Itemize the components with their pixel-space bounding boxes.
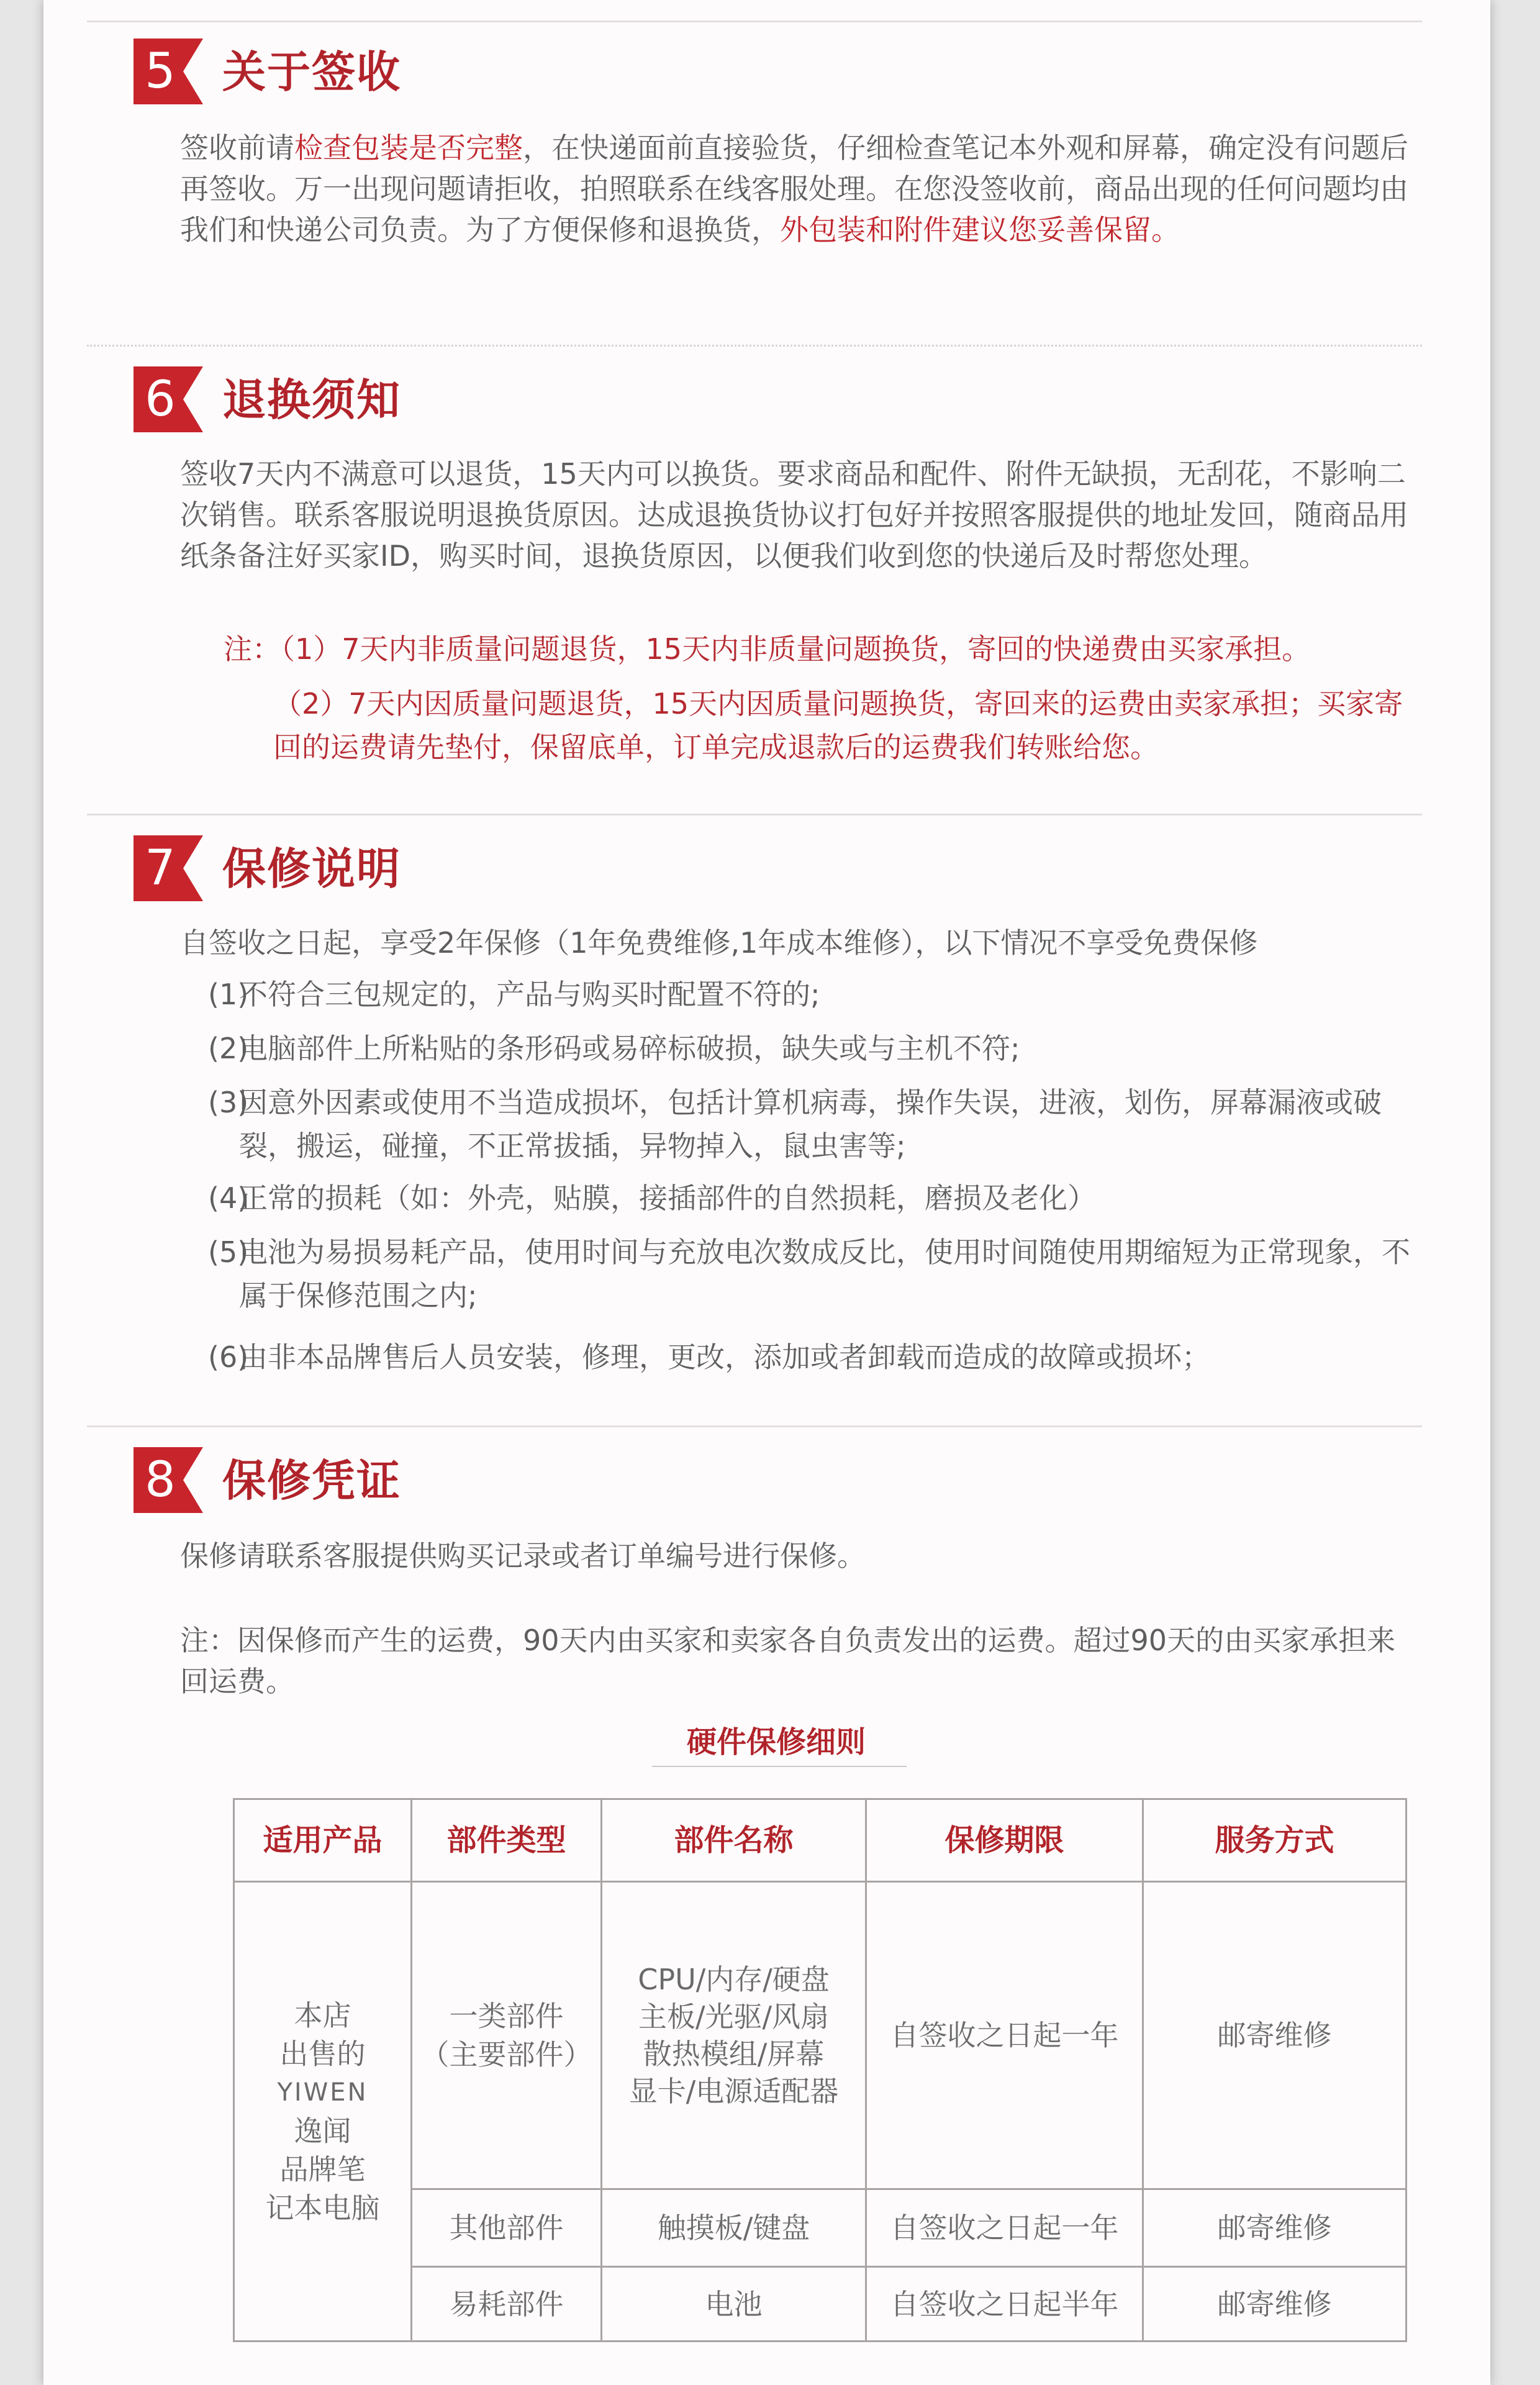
part-type-cell: 一类部件 （主要部件） [412, 1882, 602, 2189]
part-name-cell: 电池 [602, 2267, 866, 2342]
column-header: 服务方式 [1143, 1799, 1406, 1882]
table-title: 硬件保修细则 [686, 1725, 866, 1760]
column-header: 部件名称 [602, 1799, 866, 1882]
warranty-table [233, 1798, 1407, 2342]
list-item: (3) 因意外因素或使用不当造成损坏，包括计算机病毒，操作失误，进液，划伤，屏幕漏液或破裂，搬运，碰撞，不正常拔插，异物掉入，鼠虫害等; [208, 1086, 1382, 1163]
column-header: 适用产品 [234, 1799, 412, 1882]
note-line [224, 627, 1416, 671]
note-label: 注： [224, 632, 281, 666]
section-title: 保修说明 [222, 843, 401, 894]
note-line: （2）7天内因质量问题退货，15天内因质量问题换货，寄回来的运费由卖家承担；买家寄回的运费请先垫付，保留底单，订单完成退款后的运费我们转账给您。 [273, 687, 1403, 764]
service-method-cell: 邮寄维修 [1143, 2267, 1406, 2342]
section-number-badge [134, 835, 203, 901]
paragraph-text: 签收前请 [180, 131, 294, 165]
list-item: (2) 电脑部件上所粘贴的条形码或易碎标破损，缺失或与主机不符; [208, 1032, 1020, 1065]
service-method-cell: 邮寄维修 [1143, 1882, 1406, 2189]
section-paragraph: 保修请联系客服提供购买记录或者订单编号进行保修。 [180, 1539, 866, 1573]
section-title: 关于签收 [222, 47, 401, 98]
section-number-badge [134, 1447, 203, 1513]
part-type-cell: 其他部件 [412, 2189, 602, 2267]
list-item: (6) 由非本品牌售后人员安装，修理，更改，添加或者卸载而造成的故障或损坏； [208, 1340, 1210, 1374]
divider [87, 814, 1422, 815]
table-header-row [234, 1799, 1406, 1882]
divider [87, 345, 1422, 347]
section-number-badge [134, 39, 203, 104]
section-number: 8 [145, 1452, 176, 1508]
section-title: 保修凭证 [222, 1455, 401, 1506]
list-item: (4) 正常的损耗（如：外壳，贴膜，接插部件的自然损耗，磨损及老化） [208, 1181, 1096, 1215]
part-name-cell: CPU/内存/硬盘 主板/光驱/风扇 散热模组/屏幕 显卡/电源适配器 [602, 1882, 866, 2189]
section-note: 注：因保修而产生的运费，90天内由买家和卖家各自负责发出的运费。超过90天的由买家承担来回运费。 [180, 1624, 1396, 1698]
section-number: 5 [145, 43, 176, 99]
product-cell: 本店 出售的 YIWEN 逸闻 品牌笔 记本电脑 [234, 1882, 412, 2342]
divider [87, 1425, 1422, 1427]
note-text: （1）7天内非质量问题退货，15天内非质量问题换货，寄回的快递费由买家承担。 [281, 632, 1311, 666]
section-number-badge [134, 366, 203, 432]
table-title-underline [652, 1766, 907, 1767]
section-title: 退换须知 [222, 375, 401, 425]
warranty-period-cell: 自签收之日起一年 [866, 2189, 1143, 2267]
warranty-period-cell: 自签收之日起半年 [866, 2267, 1143, 2342]
part-type-cell: 易耗部件 [412, 2267, 602, 2342]
warranty-period-cell: 自签收之日起一年 [866, 1882, 1143, 2189]
column-header: 部件类型 [412, 1799, 602, 1882]
section-number: 6 [145, 371, 176, 427]
section-paragraph [180, 127, 1416, 250]
section-paragraph: 自签收之日起，享受2年保修（1年免费维修,1年成本维修），以下情况不享受免费保修 [180, 926, 1258, 960]
emphasis-text: 检查包装是否完整 [294, 131, 523, 165]
section-number: 7 [145, 840, 176, 896]
emphasis-text: 外包装和附件建议您妥善保留。 [780, 213, 1180, 247]
column-header: 保修期限 [866, 1799, 1143, 1882]
service-method-cell: 邮寄维修 [1143, 2189, 1406, 2267]
part-name-cell: 触摸板/键盘 [602, 2189, 866, 2267]
paragraph-text: ，在快递面前直接验货，仔细检查笔记本外观和屏幕，确定没有问题后再签收。万一出现问题请拒收，拍照联系在线客服处理。在您没签收前，商品出现的任何问题均由我们和快递公司负责。为了方便保修和退换货， [180, 131, 1408, 247]
table-row [234, 1882, 1406, 2189]
list-item: (1) 不符合三包规定的，产品与购买时配置不符的; [208, 978, 820, 1011]
list-item: (5) 电池为易损易耗产品，使用时间与充放电次数成反比，使用时间随使用期缩短为正常现象，不属于保修范围之内; [208, 1235, 1410, 1312]
divider [87, 20, 1422, 22]
section-paragraph: 签收7天内不满意可以退货，15天内可以换货。要求商品和配件、附件无缺损，无刮花，不影响二次销售。联系客服说明退换货原因。达成退换货协议打包好并按照客服提供的地址发回，随商品用纸条备注好买家ID，购买时间，退换货原因，以便我们收到您的快递后及时帮您处理。 [180, 457, 1408, 573]
